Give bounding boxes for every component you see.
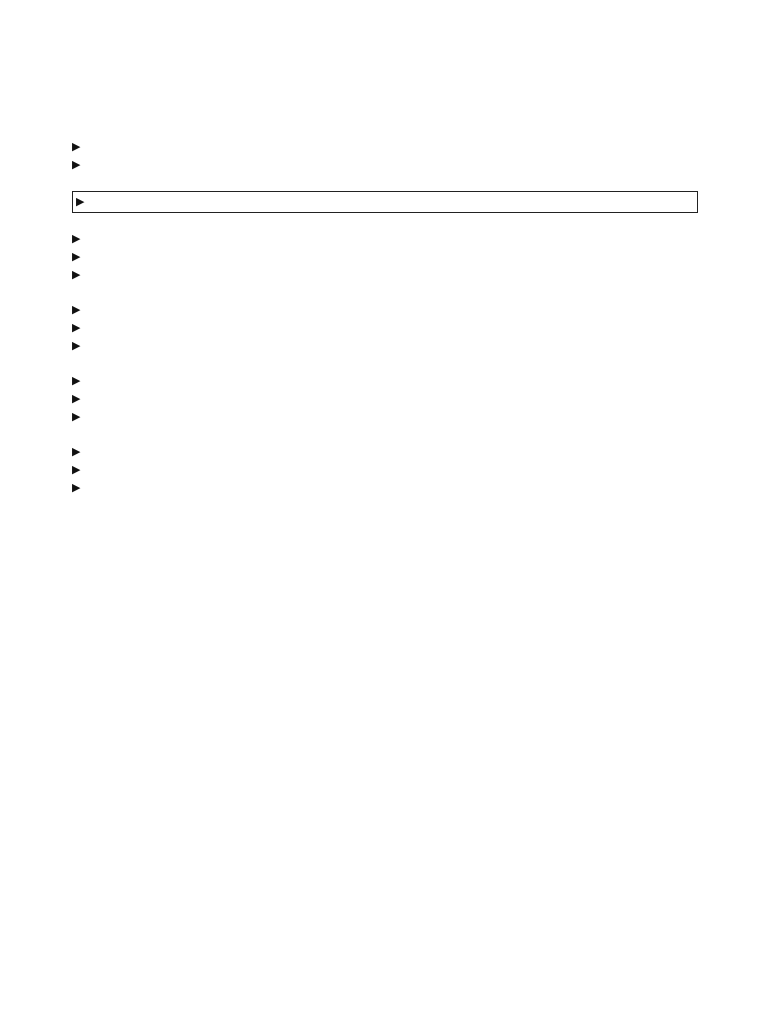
bullet-icon: ▶	[72, 233, 81, 245]
bullet-icon: ▶	[72, 159, 81, 171]
paragraph	[72, 230, 698, 248]
bullet-icon: ▶	[76, 196, 85, 208]
bullet-icon: ▶	[72, 482, 81, 494]
bullet-icon: ▶	[72, 304, 81, 316]
bullet-icon: ▶	[72, 464, 81, 476]
paragraph	[72, 372, 698, 390]
paragraph	[72, 248, 698, 266]
paragraph	[72, 408, 698, 426]
bullet-icon: ▶	[72, 269, 81, 281]
paragraph	[72, 266, 698, 284]
paragraph	[72, 156, 698, 174]
bullet-icon: ▶	[72, 322, 81, 334]
body-text	[72, 138, 698, 497]
paragraph	[72, 337, 698, 355]
bullet-icon: ▶	[72, 446, 81, 458]
paragraph	[72, 443, 698, 461]
bullet-icon: ▶	[72, 375, 81, 387]
bullet-icon: ▶	[72, 251, 81, 263]
paragraph	[72, 319, 698, 337]
document-title	[72, 70, 698, 91]
paragraph	[72, 301, 698, 319]
bullet-icon: ▶	[72, 141, 81, 153]
paragraph	[72, 138, 698, 156]
bullet-icon: ▶	[72, 411, 81, 423]
bullet-icon: ▶	[72, 340, 81, 352]
paragraph	[72, 461, 698, 479]
title-block	[72, 70, 698, 112]
paragraph	[72, 390, 698, 408]
highlighted-paragraph	[72, 191, 698, 213]
document-subtitle	[72, 91, 698, 112]
paragraph	[72, 479, 698, 497]
bullet-icon: ▶	[72, 393, 81, 405]
